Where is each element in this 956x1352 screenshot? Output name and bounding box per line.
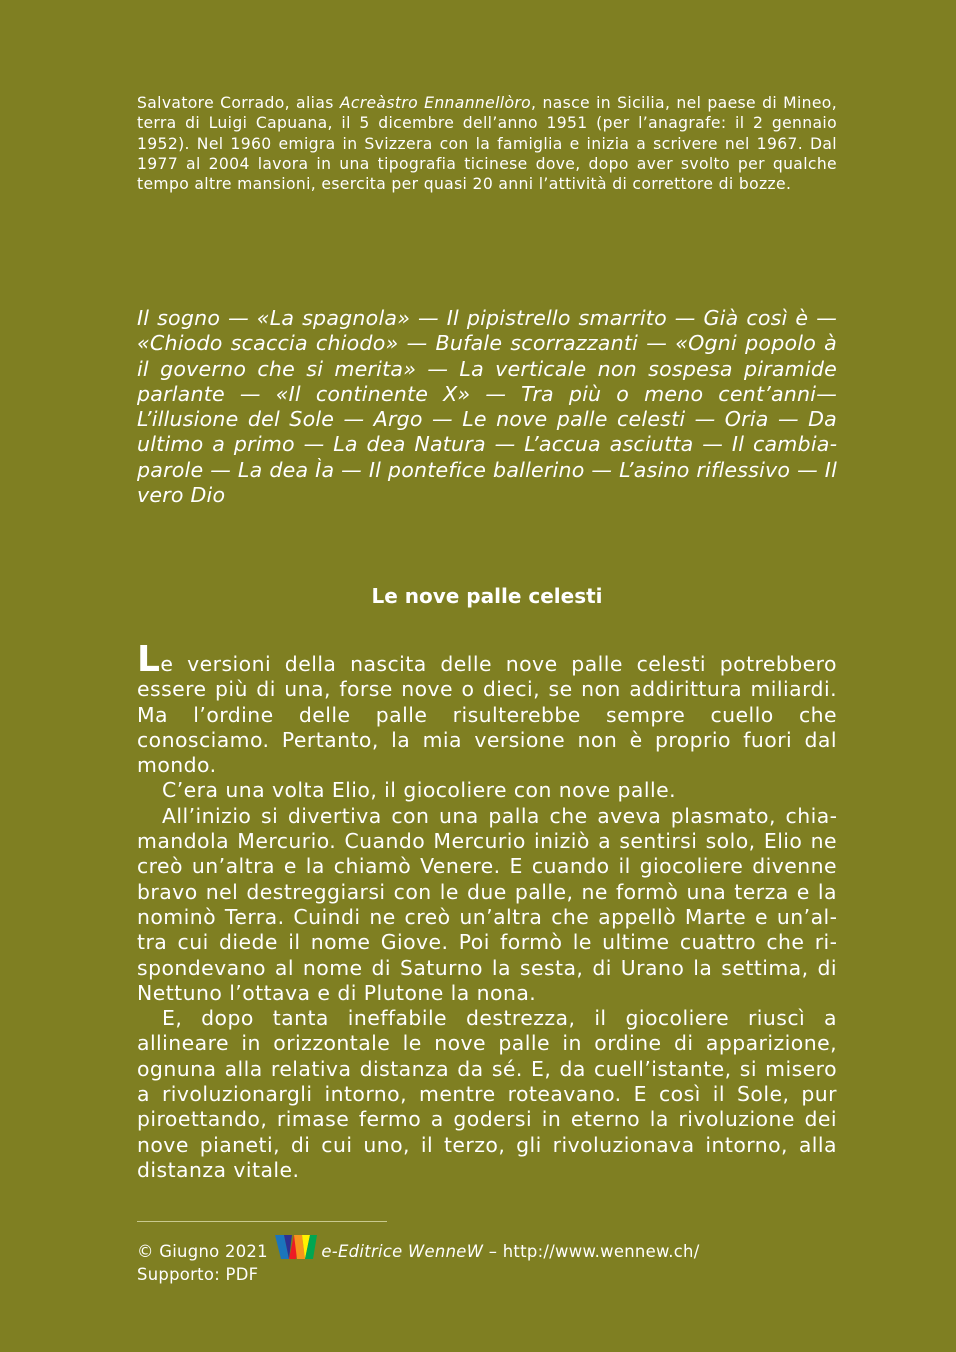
story-paragraph: E, dopo tanta ineffabile destrezza, il giocoliere riuscì a allineare in orizzontale le nove palle in ordine di apparizione, ognuna alla relativa distanza da sé. E, da cuell’istante, si misero a rivoluzionargli intorno, mentre roteavano. E così il Sole, pur piroettando, rimase fermo a godersi in eterno la rivoluzione dei nove pianeti, di cui uno, il terzo, gli rivoluzionava intorno, alla distanza vitale. (137, 1006, 837, 1182)
story-title: Le nove palle celesti (371, 584, 603, 608)
story-titles-list: Il sogno — «La spagnola» — Il pipistrello smarrito — Già così è — «Chiodo scaccia chiodo» — Bufale scorrazzanti — «Ogni popolo à il governo che si merita» — La verticale non sospesa piramide parlante — «Il continente X» — Tra più o meno cent’anni— L’illusione del Sole — Argo — Le nove palle celesti — Oria — Da ultimo a primo — La dea Natura — L’accua asciutta — Il cambiaparole — La dea Ìa — Il pontefice ballerino — L’asino riflessivo — Il vero Dio (137, 306, 837, 508)
bio-text-rest: , nasce in Sicilia, nel paese di Mineo, terra di Luigi Capuana, il 5 dicembre dell’anno 1951 (per l’anagrafe: il 2 gennaio 1952). Nel 1960 emigra in Svizzera con la famiglia e inizia a scrivere nel 1967. Dal 1977 al 2004 lavora in una tipografia ticinese dove, dopo aver svolto per qualche tempo altre mansioni, esercita per quasi 20 anni l’attività di correttore di bozze. (137, 94, 837, 194)
copyright-date: © Giugno 2021 (137, 1242, 268, 1261)
support-format: Supporto: PDF (137, 1264, 259, 1284)
story-paragraph: All’inizio si divertiva con una palla che aveva plasmato, chiamandola Mercurio. Cuando Mercurio iniziò a sentirsi solo, Elio ne creò un’altra e la chiamò Venere. E cuando il giocoliere divenne bravo nel destreggiarsi con le due palle, ne formò una terza e la nominò Terra. Cuindi ne creò un’altra che appellò Marte e un’altra cui diede il nome Giove. Poi formò le ultime cuattro che rispondevano al nome di Saturno la sesta, di Urano la settima, di Nettuno l’ottava e di Plutone la nona. (137, 803, 837, 1005)
colophon (137, 1235, 837, 1285)
author-bio (137, 93, 837, 194)
story-body (137, 639, 837, 1183)
publisher-name: e-Editrice WenneW (321, 1242, 484, 1261)
drop-cap: L (137, 639, 161, 680)
publisher-url[interactable]: http://www.wennew.ch/ (502, 1242, 700, 1261)
story-paragraph: C’era una volta Elio, il giocoliere con nove palle. (162, 778, 677, 803)
author-alias: Acreàstro Ennannellòro (339, 94, 532, 112)
wennew-logo-icon (275, 1235, 317, 1265)
story-paragraph-text: e versioni della nascita delle nove palle celesti potrebbero essere più di una, forse nove o dieci, se non addirittura miliardi. Ma l’ordine delle palle risulterebbe sempre cuello che conosciamo. Pertanto, la mia versione non è proprio fuori dal mondo. (137, 652, 837, 778)
story-paragraph (137, 639, 837, 778)
colophon-line (137, 1235, 837, 1265)
bio-text-start: Salvatore Corrado, alias (137, 94, 340, 112)
footer-divider (137, 1221, 387, 1222)
colophon-separator: – (483, 1242, 503, 1261)
